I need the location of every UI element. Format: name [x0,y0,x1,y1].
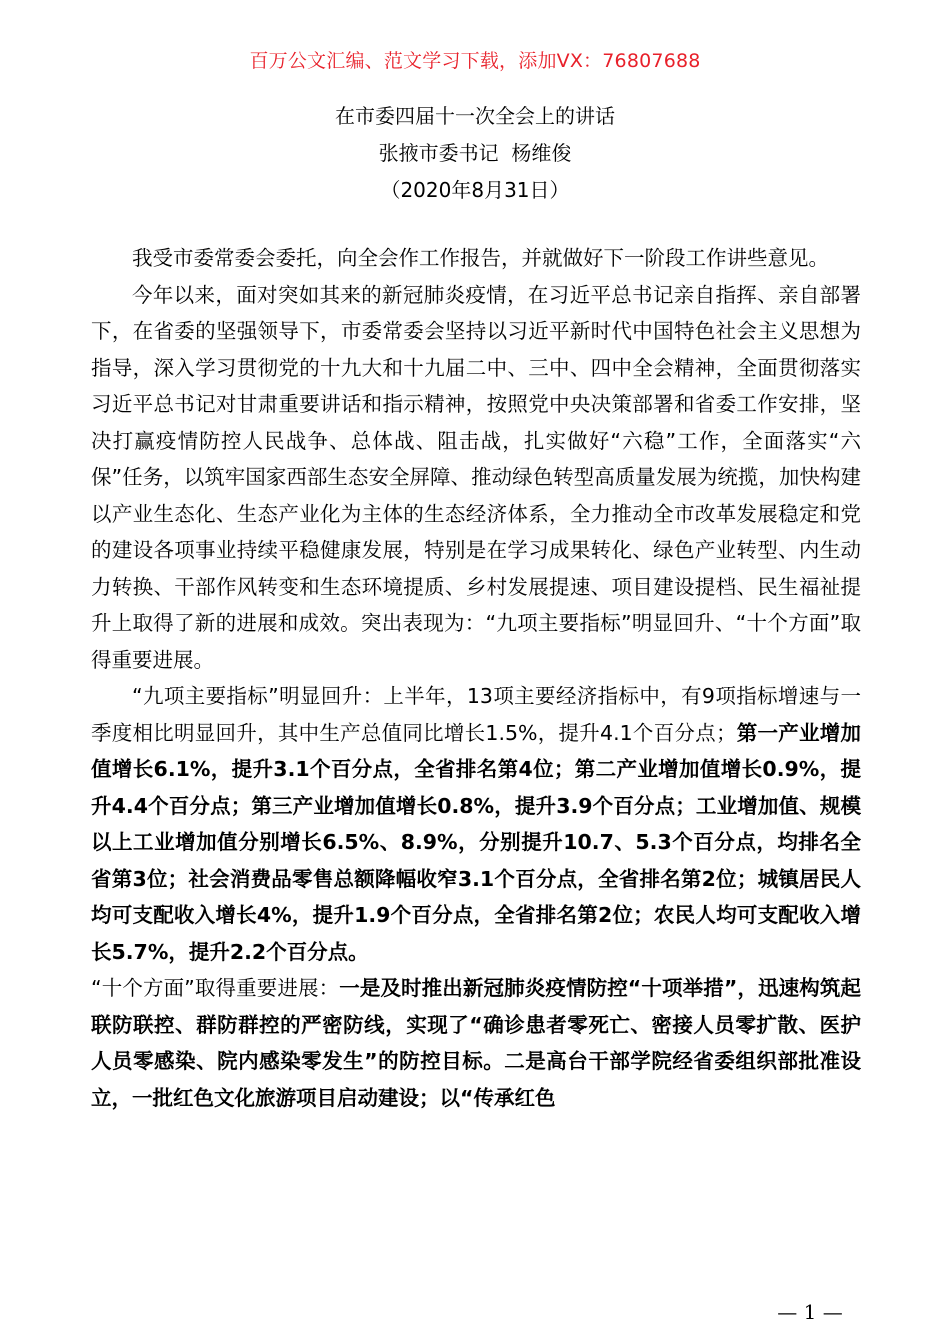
watermark-header: 百万公文汇编、范文学习下载，添加VX：76807688 [249,50,701,72]
page-number: — 1 — [777,1300,843,1324]
speech-title-block [0,98,950,209]
nine-indicators-lead: “九项主要指标”明显回升：上半年，13项主要经济指标中，有9项指标增速与一季度相比明显回升，其中生产总值同比增长1.5%，提升4.1个百分点； [91,684,861,745]
paragraph-nine-indicators [91,678,861,970]
paragraph-overview: 今年以来，面对突如其来的新冠肺炎疫情，在习近平总书记亲自指挥、亲自部署下，在省委的坚强领导下，市委常委会坚持以习近平新时代中国特色社会主义思想为指导，深入学习贯彻党的十九大和十九届二中、三中、四中全会精神，全面贯彻落实习近平总书记对甘肃重要讲话和指示精神，按照党中央决策部署和省委工作安排，坚决打赢疫情防控人民战争、总体战、阻击战，扎实做好“六稳”工作，全面落实“六保”任务，以筑牢国家西部生态安全屏障、推动绿色转型高质量发展为统揽，加快构建以产业生态化、生态产业化为主体的生态经济体系，全力推动全市改革发展稳定和党的建设各项事业持续平稳健康发展，特别是在学习成果转化、绿色产业转型、内生动力转换、干部作风转变和生态环境提质、乡村发展提速、项目建设提档、民生福祉提升上取得了新的进展和成效。突出表现为：“九项主要指标”明显回升、“十个方面”取得重要进展。 [91,282,861,672]
speech-body [91,240,861,1116]
speaker-line: 张掖市委书记 杨维俊 [378,141,572,165]
speech-title: 在市委四届十一次全会上的讲话 [335,104,615,128]
speech-date: （2020年8月31日） [380,178,570,202]
paragraph-ten-aspects [91,970,861,1116]
ten-aspects-lead: “十个方面”取得重要进展： [91,976,340,1000]
nine-indicators-details: 第一产业增加值增长6.1%，提升3.1个百分点，全省排名第4位；第二产业增加值增长0.9%，提升4.4个百分点；第三产业增加值增长0.8%，提升3.9个百分点；工业增加值、规模以上工业增加值分别增长6.5%、8.9%，分别提升10.7、5.3个百分点，均排名全省第3位；社会消费品零售总额降幅收窄3.1个百分点，全省排名第2位；城镇居民人均可支配收入增长4%，提升1.9个百分点，全省排名第2位；农民人均可支配收入增长5.7%，提升2.2个百分点。 [91,720,862,964]
paragraph-intro: 我受市委常委会委托，向全会作工作报告，并就做好下一阶段工作讲些意见。 [132,246,829,270]
ten-aspects-details: 一是及时推出新冠肺炎疫情防控“十项举措”，迅速构筑起联防联控、群防群控的严密防线，实现了“确诊患者零死亡、密接人员零扩散、医护人员零感染、院内感染零发生”的防控目标。二是高台干部学院经省委组织部批准设立，一批红色文化旅游项目启动建设；以“传承红色 [91,976,861,1110]
